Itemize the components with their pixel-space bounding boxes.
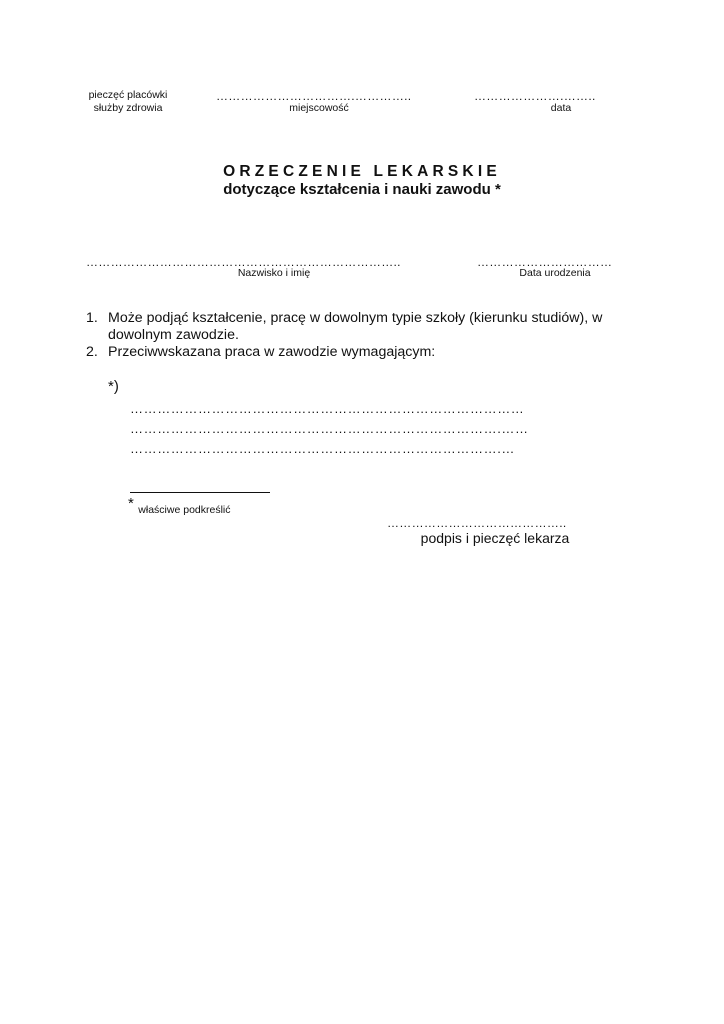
signature-field[interactable]: …………………………………….. [387,516,567,530]
footnote-divider [130,492,270,493]
list-item [86,310,628,344]
stamp-label [76,89,180,115]
list-item-number: 2. [86,344,98,360]
footnote-text: właściwe podkreślić [138,504,231,516]
name-label: Nazwisko i imię [237,267,311,279]
birth-date-field[interactable]: …………………………… [477,255,613,269]
answer-line-3[interactable]: ……………………………………………………………………….… [130,441,516,456]
date-label: data [550,102,572,114]
document-title: ORZECZENIE LEKARSKIE [223,163,501,180]
answer-line-1[interactable]: …………………………………………………………………………… [130,401,525,416]
place-field[interactable]: …………………………….………….. [216,89,412,103]
list-item-text: Może podjąć kształcenie, pracę w dowolnym typie szkoły (kierunku studiów), w dowolnym zawodzie. [108,310,603,343]
list-item [86,344,628,361]
birth-date-label: Data urodzenia [519,267,591,279]
place-label: miejscowość [289,102,349,114]
stamp-label-line2: służby zdrowia [93,102,163,114]
assessment-list [86,310,628,361]
document-subtitle: dotyczące kształcenia i nauki zawodu * [223,181,501,198]
stamp-label-line1: pieczęć placówki [88,89,168,101]
footnote [128,495,231,516]
signature-label: podpis i pieczęć lekarza [420,530,570,546]
date-field[interactable]: ………………….…….. [474,89,596,103]
answer-line-2[interactable]: ……………………………………………………………………….…… [130,421,529,436]
name-field[interactable]: ………………………………………………………………….. [86,255,401,269]
answer-marker: *) [108,378,119,395]
list-item-number: 1. [86,310,98,326]
list-item-text: Przeciwwskazana praca w zawodzie wymagającym: [108,344,436,360]
footnote-star: * [128,495,134,512]
